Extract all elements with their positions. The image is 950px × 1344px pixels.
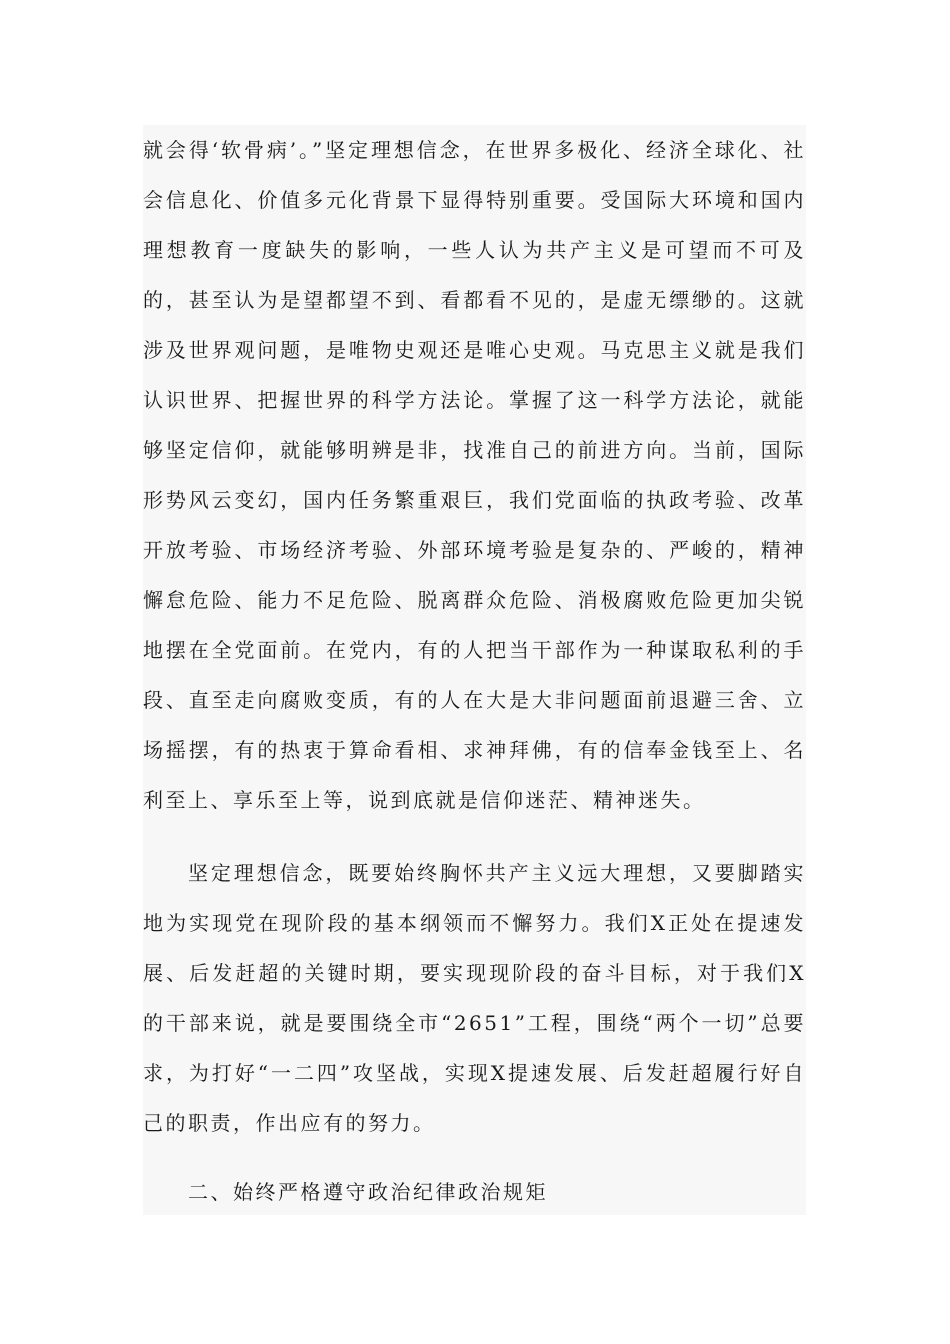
document-page bbox=[143, 125, 806, 1215]
section-heading: 二、始终严格遵守政治纪律政治规矩 bbox=[188, 1180, 548, 1204]
body-paragraph-2: 坚定理想信念，既要始终胸怀共产主义远大理想，又要脚踏实地为实现党在现阶段的基本纲领而不懈努力。我们X正处在提速发展、后发赶超的关键时期，要实现现阶段的奋斗目标，对于我们X的干部来说，就是要围绕全市“2651”工程，围绕“两个一切”总要求，为打好“一二四”攻坚战，实现X提速发展、后发赶超履行好自己的职责，作出应有的努力。 bbox=[143, 861, 806, 1135]
body-paragraph-1: 就会得‘软骨病’。”坚定理想信念，在世界多极化、经济全球化、社会信息化、价值多元化背景下显得特别重要。受国际大环境和国内理想教育一度缺失的影响，一些人认为共产主义是可望而不可及的，甚至认为是望都望不到、看都看不见的，是虚无缥缈的。这就涉及世界观问题，是唯物史观还是唯心史观。马克思主义就是我们认识世界、把握世界的科学方法论。掌握了这一科学方法论，就能够坚定信仰，就能够明辨是非，找准自己的前进方向。当前，国际形势风云变幻，国内任务繁重艰巨，我们党面临的执政考验、改革开放考验、市场经济考验、外部环境考验是复杂的、严峻的，精神懈怠危险、能力不足危险、脱离群众危险、消极腐败危险更加尖锐地摆在全党面前。在党内，有的人把当干部作为一种谋取私利的手段、直至走向腐败变质，有的人在大是大非问题面前退避三舍、立场摇摆，有的热衷于算命看相、求神拜佛，有的信奉金钱至上、名利至上、享乐至上等，说到底就是信仰迷茫、精神迷失。 bbox=[143, 138, 806, 812]
